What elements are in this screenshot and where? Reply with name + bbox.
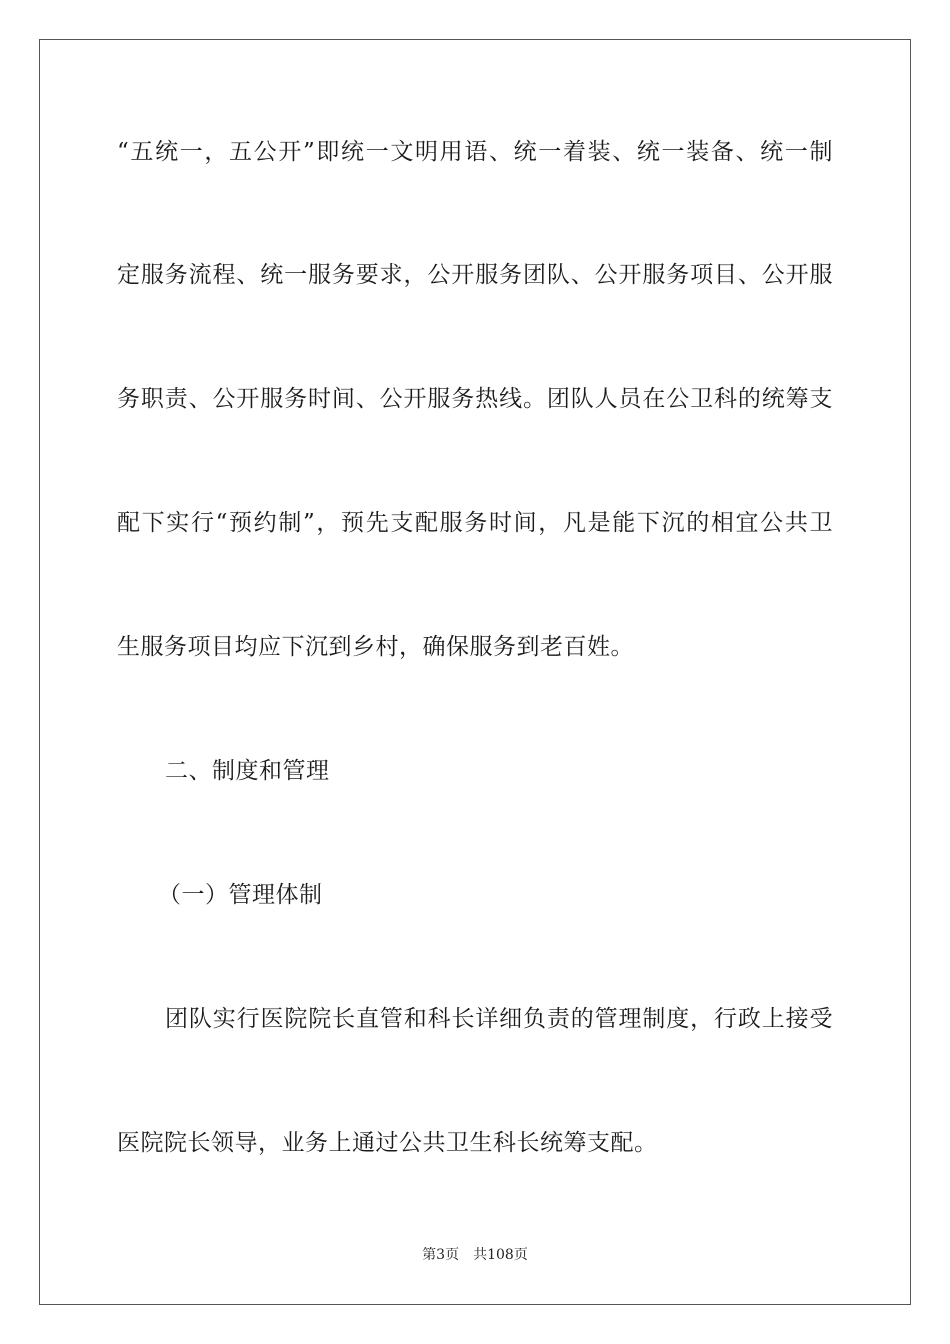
paragraph-line-1: 团队实行医院院长直管和科长详细负责的管理制度，行政上接受 bbox=[165, 1006, 833, 1032]
page-border bbox=[39, 39, 911, 1305]
body-text-line-4: 配下实行“预约制”，预先支配服务时间，凡是能下沉的相宜公共卫 bbox=[117, 510, 833, 536]
body-text-line-2: 定服务流程、统一服务要求，公开服务团队、公开服务项目、公开服 bbox=[117, 262, 833, 288]
body-text-line-1: “五统一，五公开”即统一文明用语、统一着装、统一装备、统一制 bbox=[117, 139, 833, 165]
body-text-line-5: 生服务项目均应下沉到乡村，确保服务到老百姓。 bbox=[117, 634, 634, 660]
section-heading: 二、制度和管理 bbox=[165, 758, 330, 784]
subsection-heading: （一）管理体制 bbox=[158, 882, 323, 908]
body-text-line-3: 务职责、公开服务时间、公开服务热线。团队人员在公卫科的统筹支 bbox=[117, 386, 833, 412]
page-number-current: 第3页 bbox=[422, 1247, 460, 1263]
paragraph-line-2: 医院院长领导，业务上通过公共卫生科长统筹支配。 bbox=[117, 1130, 658, 1156]
page-number-total: 共108页 bbox=[473, 1247, 528, 1263]
page-footer bbox=[0, 1246, 950, 1264]
